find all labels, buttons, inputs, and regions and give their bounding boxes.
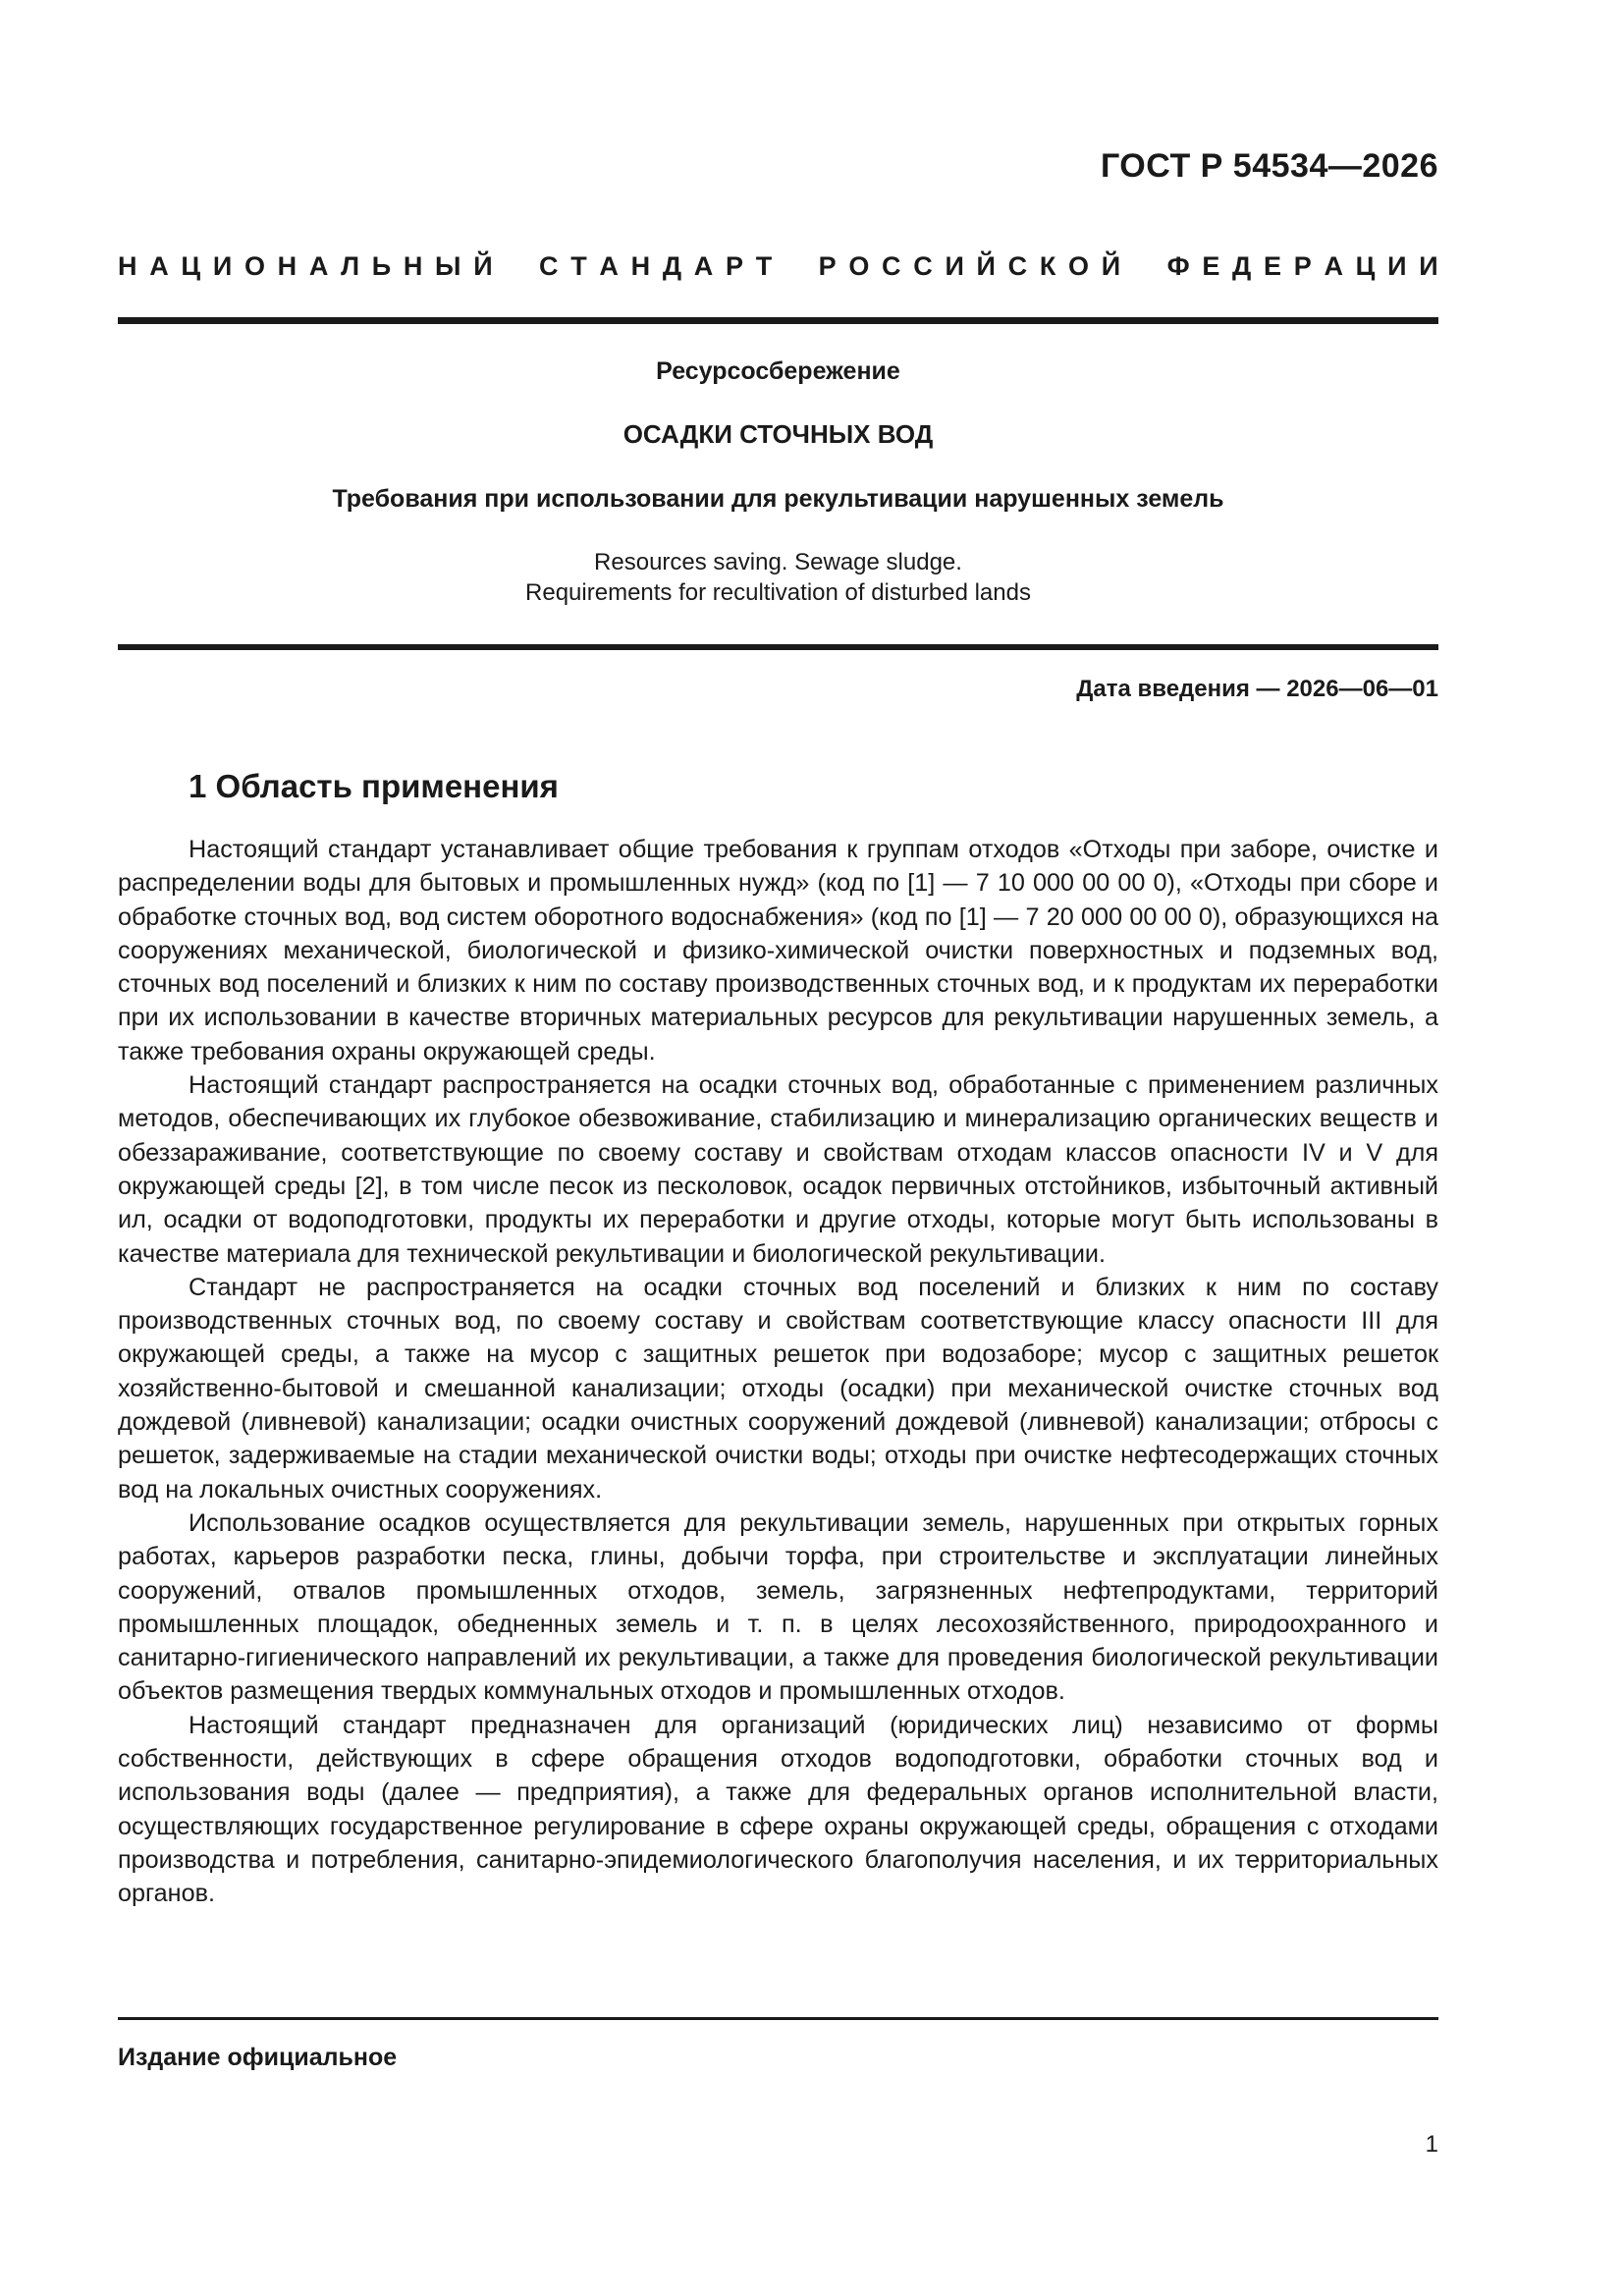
document-page: [118, 0, 1438, 2296]
introduction-date: Дата введения — 2026—06—01: [1076, 676, 1438, 702]
edition-label: Издание официальное: [118, 2044, 398, 2071]
standard-subtitle: Требования при использовании для рекультивации нарушенных земель: [332, 485, 1224, 513]
title-rule: [118, 644, 1438, 650]
paragraph: Настоящий стандарт предназначен для организаций (юридических лиц) независимо от формы собственности, действующих в сфере обращения отходов водоподготовки, обработки сточных вод и использования воды (далее — предприятия), а также для федеральных органов исполнительной власти, осуществляющих государственное регулирование в сфере охраны окружающей среды, обращения с отходами производства и потребления, санитарно-эпидемиологического благополучия населения, и их территориальных органов.: [118, 1711, 1438, 1908]
standard-category: Ресурсосбережение: [656, 357, 900, 385]
section-heading: 1 Область применения: [189, 768, 559, 804]
paragraph: Использование осадков осуществляется для рекультивации земель, нарушенных при открытых горных работах, карьеров разработки песка, глины, добычи торфа, при строительстве и эксплуатации линейных сооружений, отвалов промышленных отходов, земель, загрязненных нефтепродуктами, территорий промышленных площадок, обедненных земель и т. п. в целях лесохозяйственного, природоохранного и санитарно-гигиенического направлений их рекультивации, а также для проведения биологической рекультивации объектов размещения твердых коммунальных отходов и промышленных отходов.: [118, 1508, 1438, 1706]
page-number: 1: [1425, 2131, 1438, 2158]
national-standard-banner: Н А Ц И О Н А Л Ь Н Ы Й С Т А Н Д А Р Т Р О С С И Й С К О Й Ф Е Д Е Р А Ц И И: [118, 251, 1438, 281]
header-rule: [118, 317, 1438, 324]
english-title-line1: Resources saving. Sewage sludge.: [594, 549, 962, 575]
paragraph: Стандарт не распространяется на осадки сточных вод поселений и близких к ним по составу производственных сточных вод, по своему составу и свойствам соответствующие классу опасности III для окружающей среды, а также на мусор с защитных решеток при водозаборе; мусор с защитных решеток хозяйственно-бытовой и смешанной канализации; отходы (осадки) при механической очистке сточных вод дождевой (ливневой) канализации; осадки очистных сооружений дождевой (ливневой) канализации; отбросы с решеток, задерживаемые на стадии механической очистки воды; отходы при очистке нефтесодержащих сточных вод на локальных очистных сооружениях.: [118, 1273, 1438, 1503]
document-code: ГОСТ Р 54534—2026: [1100, 147, 1438, 185]
english-title-line2: Requirements for recultivation of disturbed lands: [525, 579, 1031, 606]
standard-title: ОСАДКИ СТОЧНЫХ ВОД: [622, 419, 934, 449]
section-body: [118, 833, 1438, 1911]
footer-rule: [118, 2017, 1438, 2020]
paragraph: Настоящий стандарт устанавливает общие требования к группам отходов «Отходы при заборе, очистке и распределении воды для бытовых и промышленных нужд» (код по [1] — 7 10 000 00 00 0), «Отходы при сборе и обработке сточных вод, вод систем оборотного водоснабжения» (код по [1] — 7 20 000 00 00 0), образующихся на сооружениях механической, биологической и физико-химической очистки поверхностных и подземных вод, сточных вод поселений и близких к ним по составу производственных сточных вод, и к продуктам их переработки при их использовании в качестве вторичных материальных ресурсов для рекультивации нарушенных земель, а также требования охраны окружающей среды.: [118, 836, 1438, 1066]
paragraph: Настоящий стандарт распространяется на осадки сточных вод, обработанные с применением различных методов, обеспечивающих их глубокое обезвоживание, стабилизацию и минерализацию органических веществ и обеззараживание, соответствующие по своему составу и свойствам отходам классов опасности IV и V для окружающей среды [2], в том числе песок из песколовок, осадок первичных отстойников, избыточный активный ил, осадки от водоподготовки, продукты их переработки и другие отходы, которые могут быть использованы в качестве материала для технической рекультивации и биологической рекультивации.: [118, 1071, 1438, 1268]
